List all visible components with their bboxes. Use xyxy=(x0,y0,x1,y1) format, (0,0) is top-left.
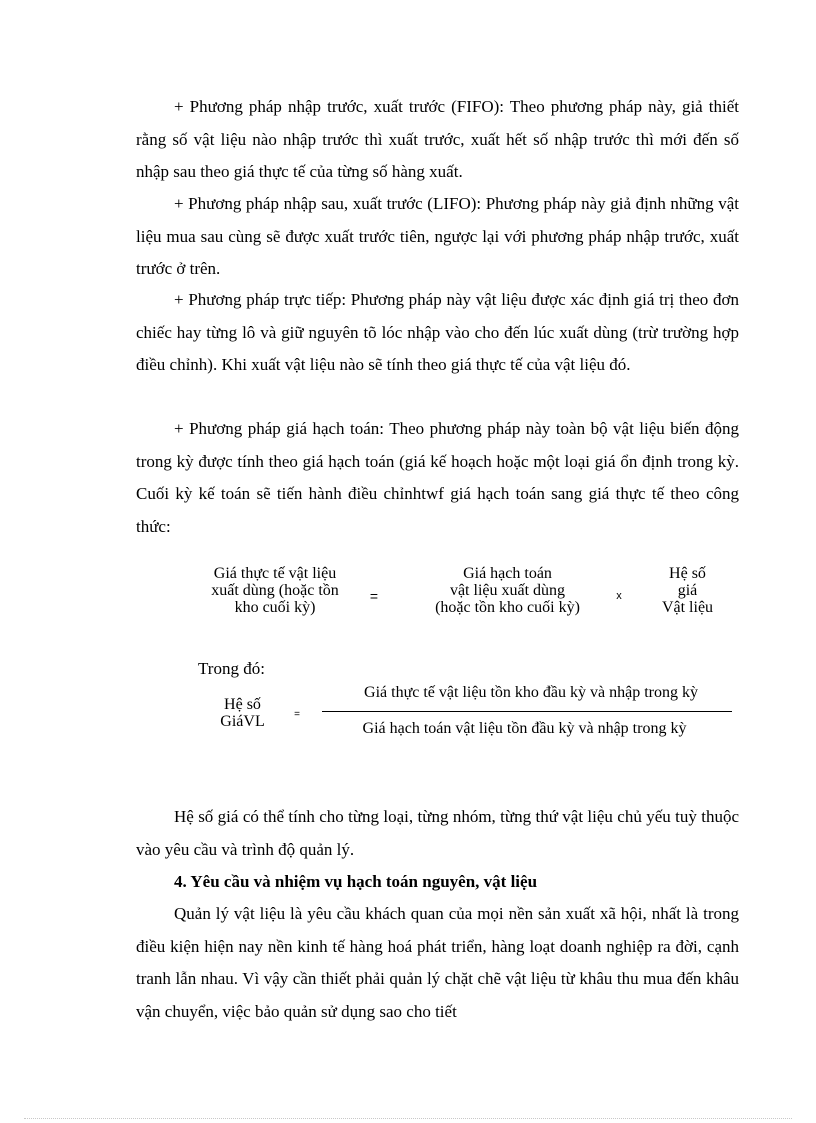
formula1-rhs xyxy=(640,565,735,616)
formula1-rhs-line: Hệ số xyxy=(669,565,706,582)
paragraph-fifo: + Phương pháp nhập trước, xuất trước (FIFO): Theo phương pháp này, giả thiết rằng số vật liệu nào nhập trước thì xuất trước, xuất hết số nhập trước thì mới đến số nhập sau theo giá thực tế của từng số hàng xuất. xyxy=(136,97,739,181)
formula2-equals: = xyxy=(294,709,300,720)
formula2-intro: Trong đó: xyxy=(198,659,265,678)
formula1-times: x xyxy=(616,590,622,602)
formula1-rhs-line: giá xyxy=(677,582,698,599)
page-bottom-border xyxy=(24,1118,792,1119)
fraction-bar xyxy=(322,711,732,712)
paragraph-lifo: + Phương pháp nhập sau, xuất trước (LIFO): Phương pháp này giả định những vật liệu mua sau cùng sẽ được xuất trước tiên, ngược lại với phương pháp nhập trước, xuất trước ở trên. xyxy=(136,194,739,278)
formula1-rhs-line: Vật liệu xyxy=(661,599,714,616)
formula1-lhs xyxy=(190,565,360,616)
formula2-denominator: Giá hạch toán vật liệu tồn đầu kỳ và nhập trong kỳ xyxy=(362,720,687,737)
formula1-lhs-line: Giá thực tế vật liệu xyxy=(213,565,337,582)
paragraph-accounting-price: + Phương pháp giá hạch toán: Theo phương pháp này toàn bộ vật liệu biến động trong kỳ được tính theo giá hạch toán (giá kế hoạch hoặc một loại giá ổn định trong kỳ. Cuối kỳ kế toán sẽ tiến hành điều chỉnhtwf giá hạch toán sang giá thực tế theo công thức: xyxy=(136,419,739,536)
formula1-mid-line: (hoặc tồn kho cuối kỳ) xyxy=(435,599,580,616)
formula1-lhs-line: kho cuối kỳ) xyxy=(234,599,316,616)
formula2-numerator: Giá thực tế vật liệu tồn kho đầu kỳ và nhập trong kỳ xyxy=(364,684,698,701)
paragraph-coefficient-note: Hệ số giá có thể tính cho từng loại, từng nhóm, từng thứ vật liệu chủ yếu tuỳ thuộc vào yêu cầu và trình độ quản lý. xyxy=(136,807,739,859)
formula1-equals: = xyxy=(369,588,379,604)
formula1-mid-line: vật liệu xuất dùng xyxy=(449,582,566,599)
formula2-lhs xyxy=(205,696,280,730)
formula1-mid xyxy=(400,565,615,616)
paragraph-direct: + Phương pháp trực tiếp: Phương pháp này vật liệu được xác định giá trị theo đơn chiếc hay từng lô và giữ nguyên tõ lóc nhập vào cho đến lúc xuất dùng (trừ trường hợp điều chỉnh). Khi xuất vật liệu nào sẽ tính theo giá thực tế của vật liệu đó. xyxy=(136,290,739,374)
formula1-mid-line: Giá hạch toán xyxy=(463,565,552,582)
formula2-lhs-line: GiáVL xyxy=(220,713,265,730)
paragraph-management: Quản lý vật liệu là yêu cầu khách quan của mọi nền sản xuất xã hội, nhất là trong điều kiện hiện nay nền kinh tế hàng hoá phát triển, hàng loạt doanh nghiệp ra đời, cạnh tranh lẫn nhau. Vì vậy cần thiết phải quản lý chặt chẽ vật liệu từ khâu thu mua đến khâu vận chuyển, việc bảo quản sử dụng sao cho tiết xyxy=(136,904,739,1021)
formula2-lhs-line: Hệ số xyxy=(224,696,261,713)
section-heading: 4. Yêu cầu và nhiệm vụ hạch toán nguyên, vật liệu xyxy=(174,872,538,891)
formula1-lhs-line: xuất dùng (hoặc tồn xyxy=(211,582,339,599)
